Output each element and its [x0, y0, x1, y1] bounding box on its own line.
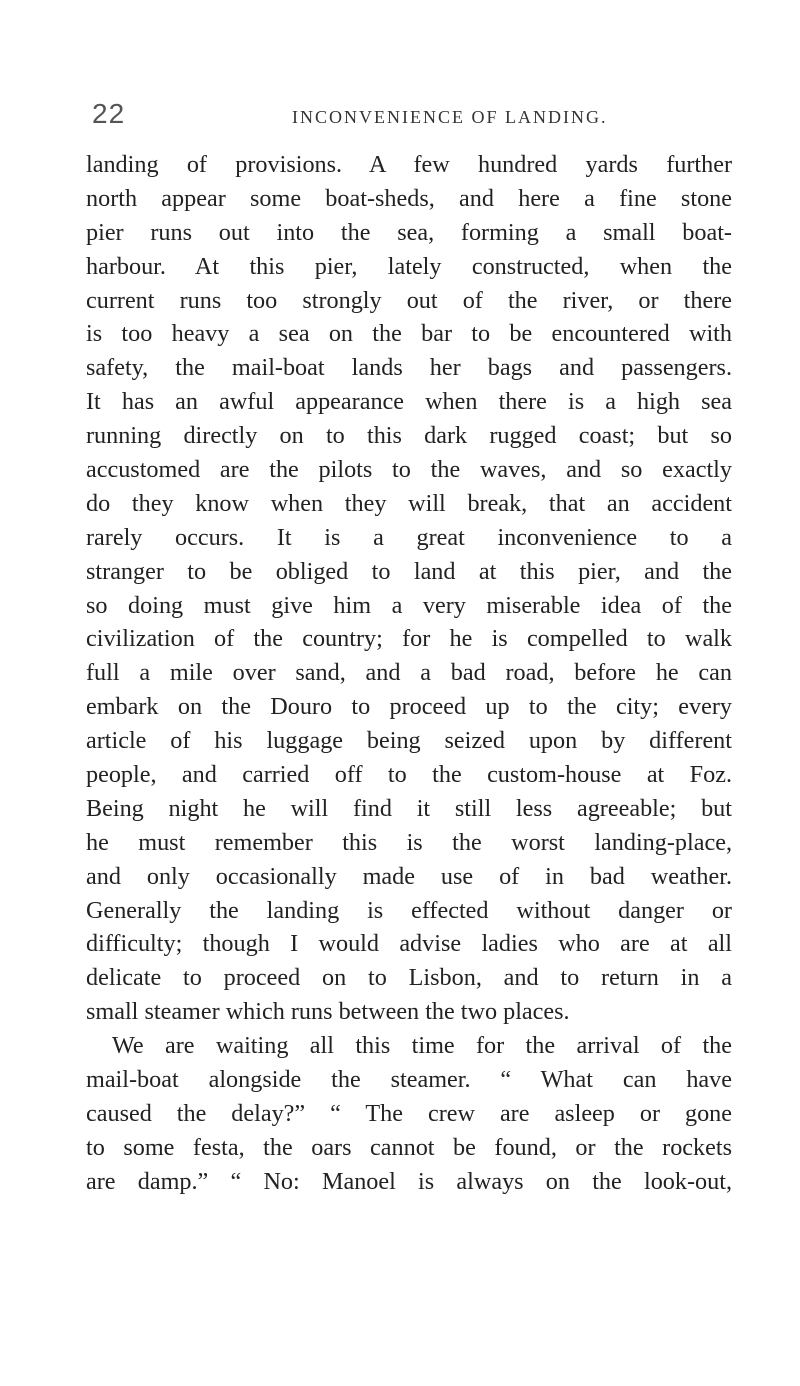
text-line: are damp.” “ No: Manoel is always on the look-out, [86, 1167, 732, 1195]
page-number: 22 [92, 98, 126, 129]
text-line: small steamer which runs between the two places. [86, 998, 570, 1026]
text-line: mail-boat alongside the steamer. “ What can have [86, 1066, 732, 1094]
text-line: rarely occurs. It is a great inconvenience to a [86, 523, 732, 551]
text-line: landing of provisions. A few hundred yards further [86, 151, 732, 178]
text-line: north appear some boat-sheds, and here a fine stone [86, 184, 732, 212]
text-line: pier runs out into the sea, forming a small boat- [86, 218, 732, 246]
text-line: full a mile over sand, and a bad road, before he can [86, 659, 732, 687]
text-line: article of his luggage being seized upon by different [86, 727, 732, 755]
text-line: We are waiting all this time for the arrival of the [112, 1032, 732, 1060]
text-line: safety, the mail-boat lands her bags and passengers. [86, 354, 732, 382]
text-line: caused the delay?” “ The crew are asleep or gone [86, 1099, 732, 1127]
text-line: accustomed are the pilots to the waves, and so exactly [86, 456, 732, 484]
body-text [86, 148, 732, 1199]
running-title: INCONVENIENCE OF LANDING. [292, 107, 608, 127]
text-line: people, and carried off to the custom-house at Foz. [86, 761, 732, 789]
text-line: and only occasionally made use of in bad weather. [86, 862, 732, 890]
text-line: Generally the landing is effected without danger or [86, 896, 732, 924]
text-line: difficulty; though I would advise ladies who are at all [86, 930, 732, 958]
text-line: civilization of the country; for he is compelled to walk [86, 625, 732, 653]
text-line: so doing must give him a very miserable idea of the [86, 591, 732, 619]
text-line: stranger to be obliged to land at this pier, and the [86, 557, 732, 585]
text-line: to some festa, the oars cannot be found, or the rockets [86, 1133, 732, 1161]
text-line: It has an awful appearance when there is a high sea [86, 388, 732, 416]
text-line: embark on the Douro to proceed up to the city; every [86, 693, 732, 721]
text-line: do they know when they will break, that an accident [86, 489, 732, 517]
text-line: current runs too strongly out of the river, or there [86, 286, 732, 314]
text-line: running directly on to this dark rugged coast; but so [86, 422, 732, 450]
text-line: delicate to proceed on to Lisbon, and to return in a [86, 964, 732, 992]
text-line: harbour. At this pier, lately constructed, when the [86, 252, 732, 280]
text-line: he must remember this is the worst landing-place, [86, 828, 732, 856]
text-line: Being night he will find it still less agreeable; but [86, 794, 732, 822]
text-line: is too heavy a sea on the bar to be encountered with [86, 320, 732, 348]
page-header [92, 100, 732, 140]
